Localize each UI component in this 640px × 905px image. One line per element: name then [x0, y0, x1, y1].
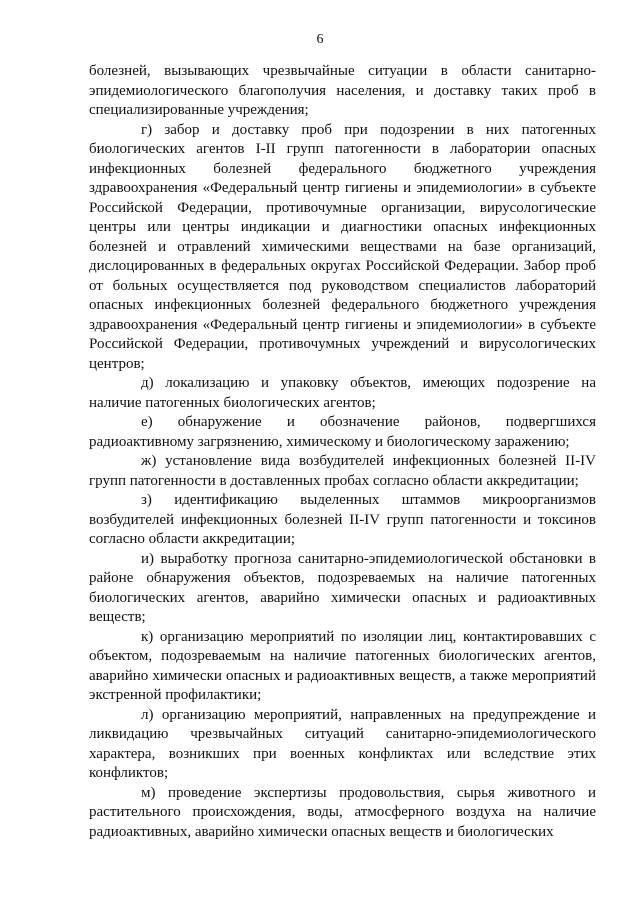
- paragraph-continued: болезней, вызывающих чрезвычайные ситуации в области санитарно-эпидемиологического благополучия населения, и доставку таких проб в специализированные учреждения;: [89, 63, 596, 118]
- paragraph-k: к) организацию мероприятий по изоляции лиц, контактировавших с объектом, подозреваемым на наличие патогенных биологических агентов, аварийно химически опасных и радиоактивных веществ, а также мероприятий экстренной профилактики;: [89, 628, 596, 703]
- paragraph-z: з) идентификацию выделенных штаммов микроорганизмов возбудителей инфекционных болезней II-IV групп патогенности и токсинов согласно области аккредитации;: [89, 492, 596, 547]
- paragraph-d: д) локализацию и упаковку объектов, имеющих подозрение на наличие патогенных биологических агентов;: [89, 375, 596, 411]
- document-body: [89, 62, 596, 842]
- paragraph-l: л) организацию мероприятий, направленных на предупреждение и ликвидацию чрезвычайных ситуаций санитарно-эпидемиологического характера, возникших при военных конфликтах или вследствие этих конфликтов;: [89, 706, 596, 781]
- paragraph-g: г) забор и доставку проб при подозрении в них патогенных биологических агентов I-II групп патогенности в лаборатории опасных инфекционных болезней федерального бюджетного учреждения здравоохранения «Федеральный центр гигиены и эпидемиологии» в субъекте Российской Федерации, противочумные организации, вирусологические центры или центры индикации и диагностики опасных инфекционных болезней и отравлений химическими веществами на базе организаций, дислоцированных в федеральных округах Российской Федерации. Забор проб от больных осуществляется под руководством специалистов лабораторий опасных инфекционных болезней федерального бюджетного учреждения здравоохранения «Федеральный центр гигиены и эпидемиологии» в субъекте Российской Федерации, противочумных учреждений и вирусологических центров;: [89, 121, 596, 372]
- paragraph-zh: ж) установление вида возбудителей инфекционных болезней II-IV групп патогенности в доставленных пробах согласно области аккредитации;: [89, 453, 596, 489]
- paragraph-e: е) обнаружение и обозначение районов, подвергшихся радиоактивному загрязнению, химическому и биологическому заражению;: [89, 414, 596, 450]
- page-number: 6: [316, 32, 324, 47]
- paragraph-i: и) выработку прогноза санитарно-эпидемиологической обстановки в районе обнаружения объектов, подозреваемых на наличие патогенных биологических агентов, аварийно химически опасных и радиоактивных веществ;: [89, 550, 596, 625]
- paragraph-m: м) проведение экспертизы продовольствия, сырья животного и растительного происхождения, воды, атмосферного воздуха на наличие радиоактивных, аварийно химически опасных веществ и биологических: [89, 784, 596, 840]
